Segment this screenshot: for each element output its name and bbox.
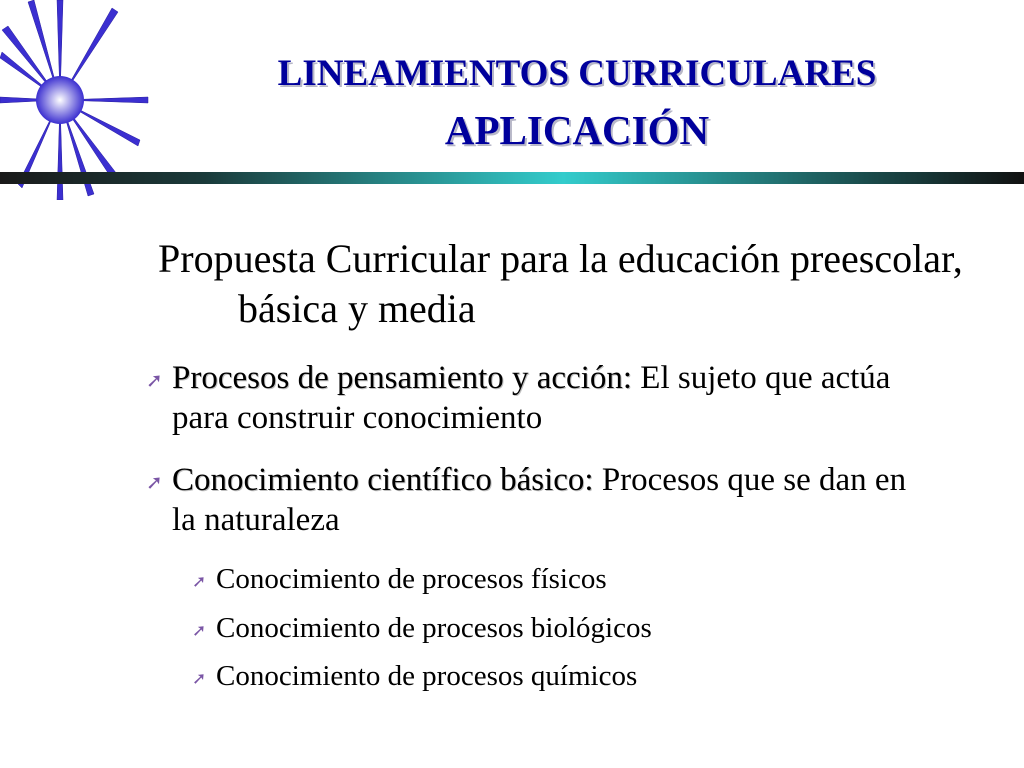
bullet-text: El sujeto que actúa para construir conocimiento xyxy=(172,360,891,436)
bullet-lead: Procesos de pensamiento y acción: xyxy=(172,360,633,396)
list-item xyxy=(192,659,916,693)
bullet-text: Procesos que se dan en la naturaleza xyxy=(172,462,907,538)
sub-bullet-text: Conocimiento de procesos químicos xyxy=(216,660,638,692)
list-item xyxy=(192,562,916,596)
arrow-bullet-icon: ➚ xyxy=(146,470,163,494)
list-item xyxy=(192,611,916,645)
arrow-bullet-icon: ➚ xyxy=(192,669,207,689)
bullet-lead: Conocimiento científico básico: xyxy=(172,462,594,498)
list-item xyxy=(146,358,912,438)
arrow-bullet-icon: ➚ xyxy=(192,621,207,641)
sub-bullet-text: Conocimiento de procesos físicos xyxy=(216,563,607,595)
proposal-heading: Propuesta Curricular para la educación preescolar, básica y media xyxy=(158,236,963,331)
arrow-bullet-icon: ➚ xyxy=(192,572,207,592)
sub-bullet-text: Conocimiento de procesos biológicos xyxy=(216,612,652,644)
slide-subtitle-heading: APLICACIÓN xyxy=(444,107,710,153)
slide-title: LINEAMIENTOS CURRICULARES xyxy=(277,53,877,94)
arrow-bullet-icon: ➚ xyxy=(146,368,163,392)
divider-rule xyxy=(0,170,1024,190)
list-item xyxy=(146,460,912,540)
